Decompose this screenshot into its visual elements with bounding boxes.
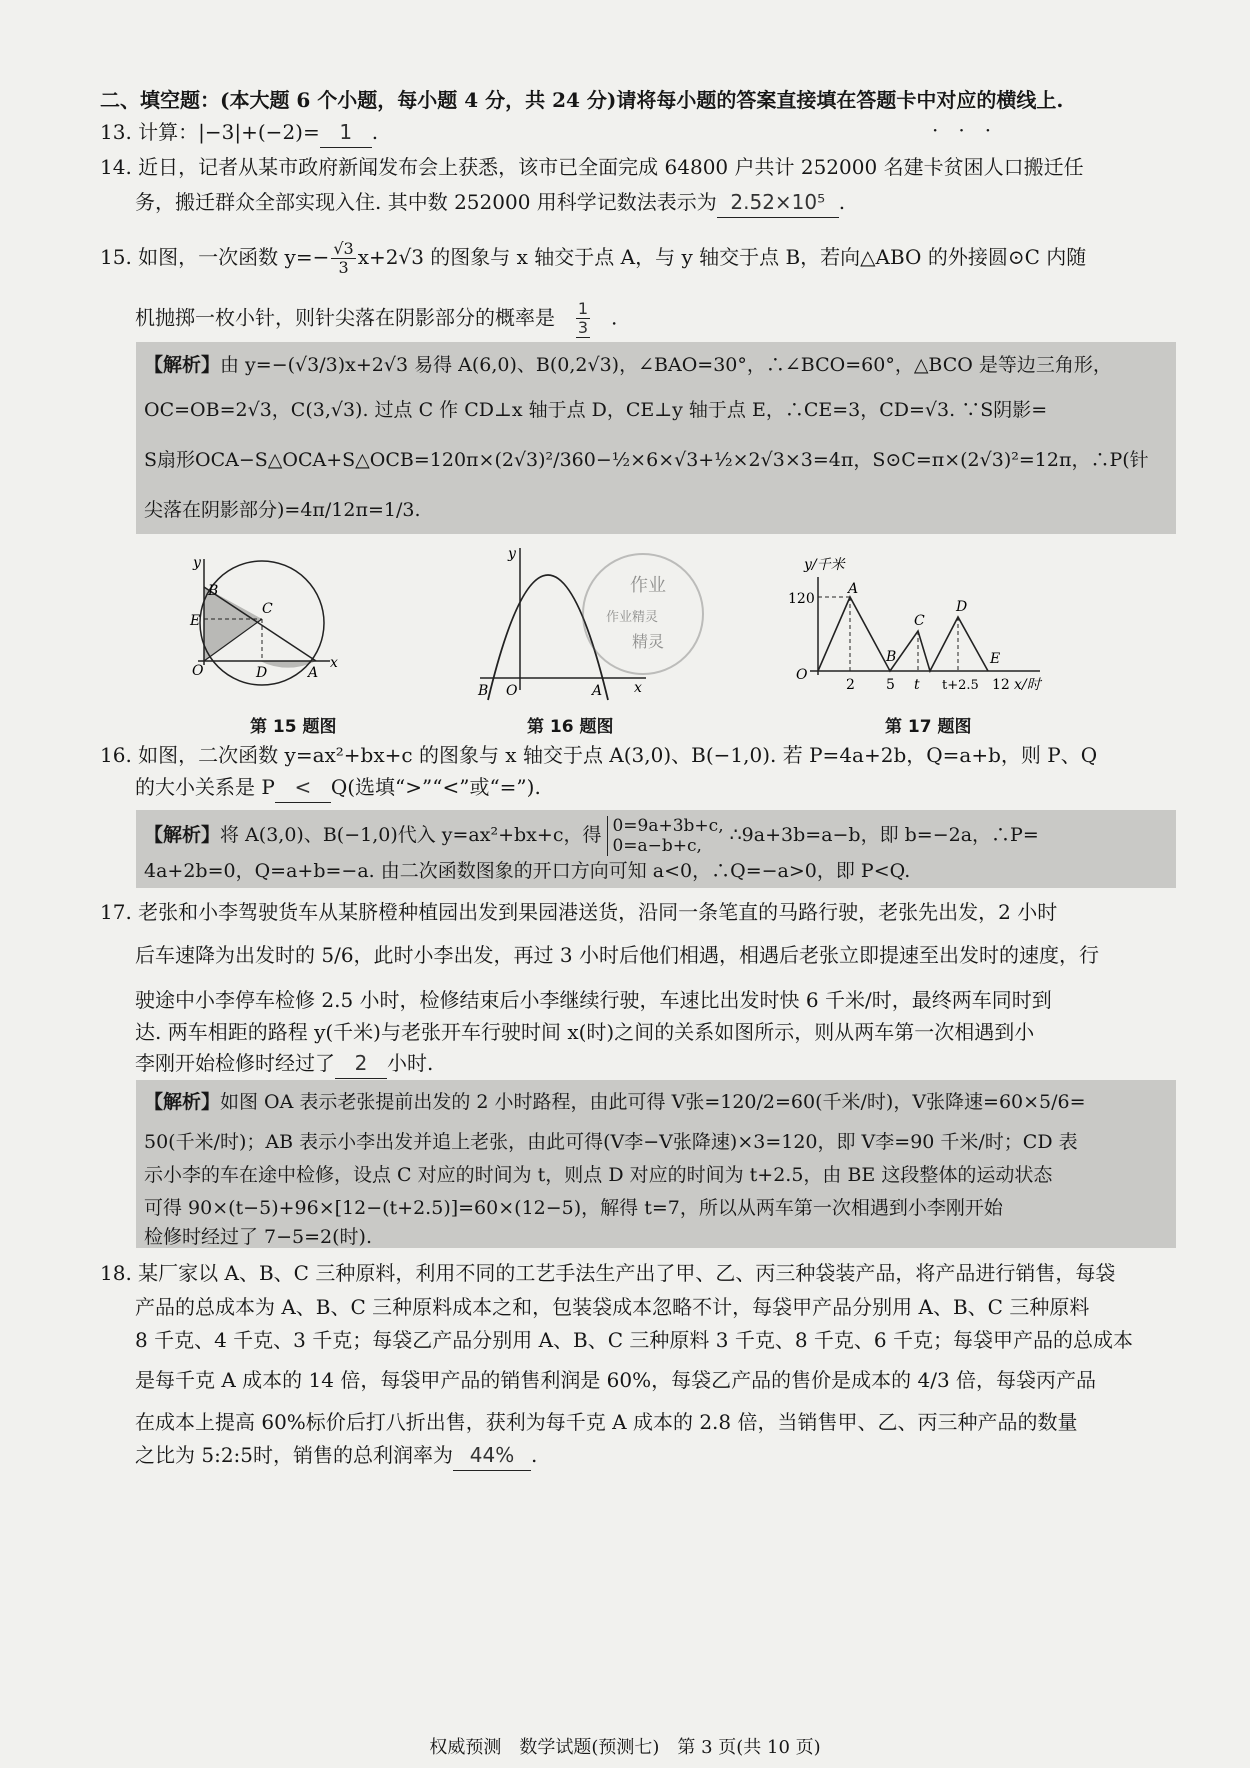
solution-17-l4: 可得 90×(t−5)+96×[12−(t+2.5)]=60×(12−5)，解得 t=7，所以从两车第一次相遇到小李刚开始 <box>144 1197 1003 1219</box>
svg-text:B: B <box>478 683 489 699</box>
question-18-l2: 产品的总成本为 A、B、C 三种原料成本之和，包装袋成本忽略不计，每袋甲产品分别用 A、B、C 三种原料 <box>135 1295 1090 1319</box>
question-14-line1: 14. 近日，记者从某市政府新闻发布会上获悉，该市已全面完成 64800 户共计 252000 名建卡贫困人口搬迁任 <box>100 155 1084 179</box>
svg-text:A: A <box>848 581 859 597</box>
question-15-line1: 15. 如图，一次函数 y=− $\frac{√3}{3}$ x+2√3 的图象与 x 轴交于点 A，与 y 轴交于点 B，若向△ABO 的外接圆⊙C 内随 <box>100 239 1087 277</box>
question-16-line1: 16. 如图，二次函数 y=ax²+bx+c 的图象与 x 轴交于点 A(3,0)、B(−1,0). 若 P=4a+2b，Q=a+b，则 P、Q <box>100 743 1098 767</box>
svg-text:O: O <box>192 663 204 679</box>
svg-text:E: E <box>190 613 201 629</box>
solution-17-l3: 示小李的车在途中检修，设点 C 对应的时间为 t，则点 D 对应的时间为 t+2.5，由 BE 这段整体的运动状态 <box>144 1164 1053 1186</box>
svg-text:C: C <box>262 601 273 617</box>
solution-16-l1: 【解析】将 A(3,0)、B(−1,0)代入 y=ax²+bx+c，得 0=9a+3b+c, 0=a−b+c, ∴9a+3b=a−b，即 b=−2a，∴P= <box>144 816 1039 856</box>
svg-text:120: 120 <box>788 591 815 607</box>
svg-text:A: A <box>592 683 603 699</box>
solution-15-l4: 尖落在阴影部分)=4π/12π=1/3. <box>144 499 421 521</box>
svg-text:x: x <box>634 680 642 696</box>
solution-17-l2: 50(千米/时)；AB 表示小李出发并追上老张，由此可得(V李−V张降速)×3=120，即 V李=90 千米/时；CD 表 <box>144 1131 1078 1153</box>
question-14-line2: 务，搬迁群众全部实现入住. 其中数 252000 用科学记数法表示为 2.52×10⁵ . <box>135 187 1175 218</box>
svg-text:E: E <box>990 651 1001 667</box>
svg-text:y: y <box>193 555 201 571</box>
svg-text:B: B <box>886 649 897 665</box>
stamp-graphic <box>584 555 702 673</box>
caption-15: 第 15 题图 <box>250 717 337 737</box>
emphasis-dots: ··· <box>932 118 1012 142</box>
figure-15 <box>190 555 370 705</box>
answer-18: 44% <box>453 1440 531 1471</box>
svg-text:A: A <box>308 665 319 681</box>
svg-text:y/千米: y/千米 <box>804 557 845 573</box>
svg-text:12: 12 <box>992 677 1010 693</box>
caption-16: 第 16 题图 <box>527 717 614 737</box>
solution-15-l2: OC=OB=2√3，C(3,√3). 过点 C 作 CD⊥x 轴于点 D，CE⊥y 轴于点 E，∴CE=3，CD=√3. ∵S阴影= <box>144 399 1048 421</box>
question-17-l2: 后车速降为出发时的 5/6，此时小李出发，再过 3 小时后他们相遇，相遇后老张立即提速至出发时的速度，行 <box>135 943 1099 967</box>
svg-text:B: B <box>208 583 219 599</box>
svg-text:C: C <box>914 613 925 629</box>
svg-text:x/时: x/时 <box>1014 677 1041 693</box>
answer-15: $\frac{1}{3}$ <box>577 299 589 337</box>
svg-text:作业精灵: 作业精灵 <box>606 610 659 625</box>
answer-13: 1 <box>320 117 372 148</box>
solution-15-l1: 【解析】由 y=−(√3/3)x+2√3 易得 A(6,0)、B(0,2√3)，∠BAO=30°，∴∠BCO=60°，△BCO 是等边三角形， <box>144 354 1112 376</box>
section-header: 二、填空题：(本大题 6 个小题，每小题 4 分，共 24 分)请将每小题的答案直接填在答题卡中对应的横线上. <box>100 88 1064 112</box>
svg-text:t+2.5: t+2.5 <box>942 678 979 693</box>
figure-17 <box>790 555 1060 705</box>
stamp-seal <box>582 553 704 675</box>
svg-text:2: 2 <box>846 677 855 693</box>
question-15-line2: 机抛掷一枚小针，则针尖落在阴影部分的概率是 $\frac{1}{3}$ . <box>135 299 618 337</box>
svg-text:y: y <box>508 546 516 562</box>
question-17-l5: 李刚开始检修时经过了 2 小时. <box>135 1048 1175 1079</box>
svg-text:O: O <box>796 667 808 683</box>
question-18-l3: 8 千克、4 千克、3 千克；每袋乙产品分别用 A、B、C 三种原料 3 千克、8 千克、6 千克；每袋甲产品的总成本 <box>135 1328 1134 1352</box>
question-17-l1: 17. 老张和小李驾驶货车从某脐橙种植园出发到果园港送货，沿同一条笔直的马路行驶，老张先出发，2 小时 <box>100 900 1058 924</box>
svg-text:精灵: 精灵 <box>632 632 665 651</box>
equation-system: 0=9a+3b+c, 0=a−b+c, <box>607 816 723 856</box>
svg-text:x: x <box>330 655 338 671</box>
solution-16-l2: 4a+2b=0，Q=a+b=−a. 由二次函数图象的开口方向可知 a<0，∴Q=−a>0，即 P<Q. <box>144 860 911 882</box>
answer-14: 2.52×10⁵ <box>717 187 839 218</box>
svg-text:t: t <box>914 677 920 693</box>
question-17-l3: 驶途中小李停车检修 2.5 小时，检修结束后小李继续行驶，车速比出发时快 6 千米/时，最终两车同时到 <box>135 988 1052 1012</box>
answer-17: 2 <box>335 1048 387 1079</box>
svg-text:O: O <box>506 683 518 699</box>
question-18-l6: 之比为 5:2:5时，销售的总利润率为 44% . <box>135 1440 1175 1471</box>
question-17-l4: 达. 两车相距的路程 y(千米)与老张开车行驶时间 x(时)之间的关系如图所示，则从两车第一次相遇到小 <box>135 1020 1035 1044</box>
answer-16: < <box>275 772 331 803</box>
svg-text:5: 5 <box>886 677 895 693</box>
question-18-l5: 在成本上提高 60%标价后打八折出售，获利为每千克 A 成本的 2.8 倍，当销售甲、乙、丙三种产品的数量 <box>135 1410 1078 1434</box>
page-footer: 权威预测 数学试题(预测七) 第 3 页(共 10 页) <box>429 1737 821 1758</box>
solution-17-l1: 【解析】如图 OA 表示老张提前出发的 2 小时路程，由此可得 V张=120/2=60(千米/时)，V张降速=60×5/6= <box>144 1091 1086 1113</box>
svg-text:D: D <box>256 665 268 681</box>
solution-17-l5: 检修时经过了 7−5=2(时). <box>144 1226 373 1248</box>
caption-17: 第 17 题图 <box>885 717 972 737</box>
svg-text:D: D <box>956 599 968 615</box>
question-13: 13. 计算：|−3|+(−2)= 1 . <box>100 117 1175 148</box>
question-16-line2: 的大小关系是 P < Q(选填“>”“<”或“=”). <box>135 772 1175 803</box>
solution-15-l3: S扇形OCA−S△OCA+S△OCB=120π×(2√3)²/360−½×6×√3+½×2√3×3=4π，S⊙C=π×(2√3)²=12π，∴P(针 <box>144 449 1149 471</box>
question-18-l1: 18. 某厂家以 A、B、C 三种原料，利用不同的工艺手法生产出了甲、乙、丙三种袋装产品，将产品进行销售，每袋 <box>100 1261 1116 1285</box>
question-18-l4: 是每千克 A 成本的 14 倍，每袋甲产品的销售利润是 60%，每袋乙产品的售价是成本的 4/3 倍，每袋丙产品 <box>135 1368 1097 1392</box>
svg-text:作业: 作业 <box>630 575 666 596</box>
